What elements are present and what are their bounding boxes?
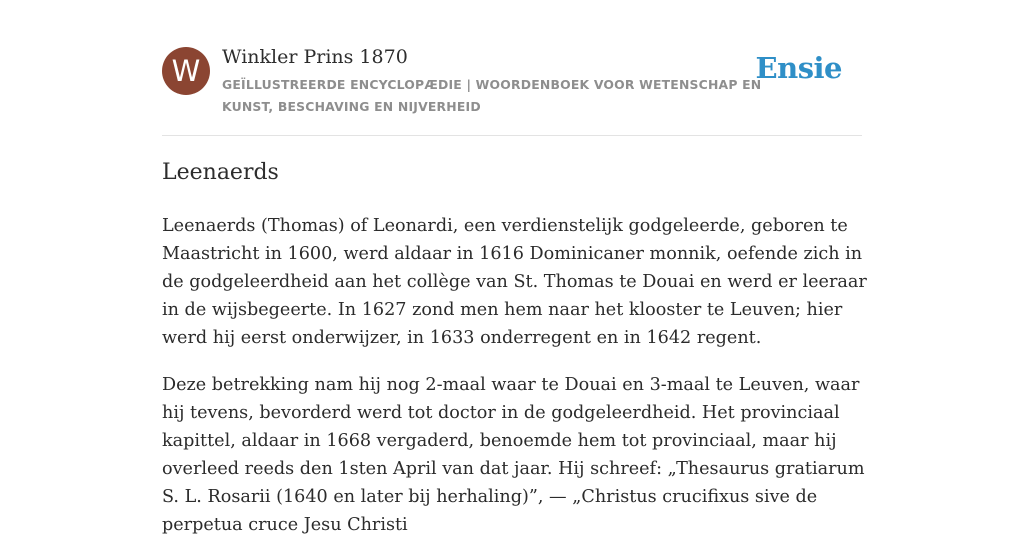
source-avatar[interactable]: W [162, 47, 210, 95]
article-paragraph: Deze betrekking nam hij nog 2-maal waar te Douai en 3-maal te Leuven, waar hij tevens, bevorderd werd tot doctor in de godgeleerdheid. Het provinciaal kapittel, aldaar in 1668 vergaderd, benoemde hem tot provinciaal, maar hij overleed reeds den 1sten April van dat jaar. Hij schreef: „Thesaurus gratiarum S. L. Rosarii (1640 en later bij herhaling)”, — „Christus crucifixus sive de perpetua cruce Jesu Christi [162, 375, 865, 535]
article-paragraph: Leenaerds (Thomas) of Leonardi, een verdienstelijk godgeleerde, geboren te Maastricht in 1600, werd aldaar in 1616 Dominicaner monnik, oefende zich in de godgeleerdheid aan het collège van St. Thomas te Douai en werd er leeraar in de wijsbegeerte. In 1627 zond men hem naar het klooster te Leuven; hier werd hij eerst onderwijzer, in 1633 onderregent en in 1642 regent. [162, 216, 867, 348]
source-title[interactable]: Winkler Prins 1870 [222, 46, 408, 68]
article-body [162, 212, 867, 558]
source-header [162, 46, 862, 136]
article-title: Leenaerds [162, 160, 279, 185]
source-subtitle: GEÏLLUSTREERDE ENCYCLOPÆDIE | WOORDENBOEK VOOR WETENSCHAP EN KUNST, BESCHAVING EN NIJVERHEID [222, 77, 762, 114]
ensie-logo[interactable]: Ensie [755, 51, 842, 85]
